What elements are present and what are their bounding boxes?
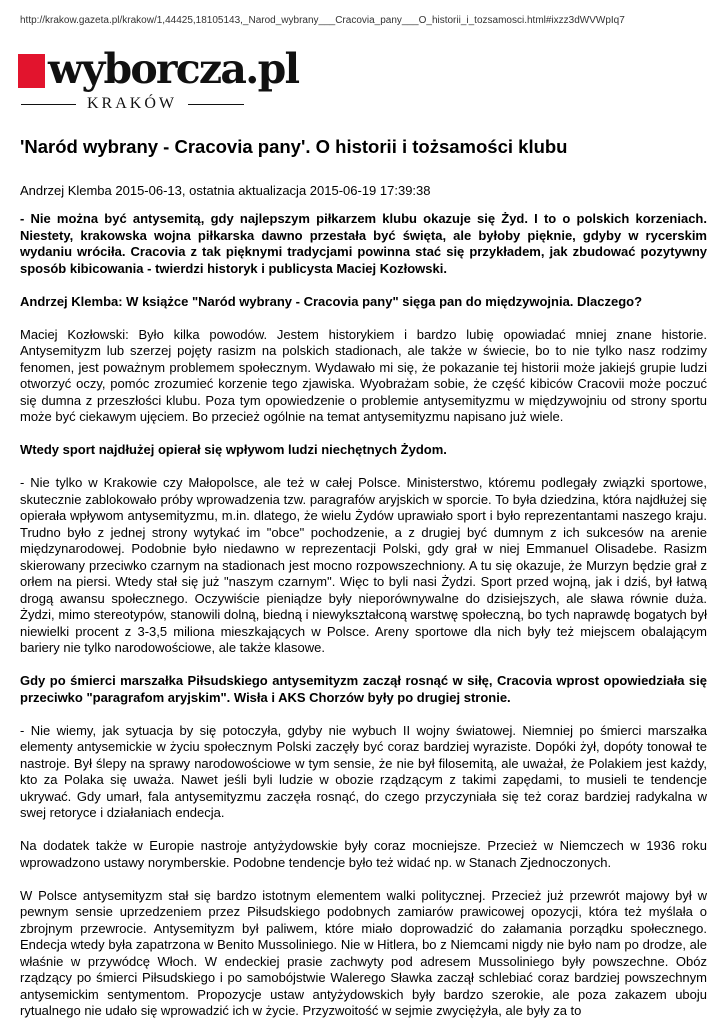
wyborcza-logo[interactable] — [18, 45, 299, 114]
logo-wordmark: wyborcza.pl — [48, 45, 299, 93]
article-body — [20, 211, 707, 1036]
logo-rule-left — [21, 104, 76, 105]
interview-answer: Maciej Kozłowski: Było kilka powodów. Jestem historykiem i bardzo lubię opowiadać mniej znane historie. Antysemityzm lub szerzej pojęty rasizm na polskich stadionach, ale także w świecie, bo to nie tylko nasz rodzimy fenomen, jest poważnym problemem społecznym. Wydawało mi się, że pokazanie tej historii może jakiejś grupie ludzi otworzyć oczy, pomóc zrozumieć korzenie tego zjawiska. Wyobrażam sobie, że część kibiców Cracovii może poczuć się dumna z przeszłości klubu. Poza tym opowiedzenie o problemie antysemityzmu w międzywojniu od strony sportu może być ciekawym ujęciem. Bo przecież ogólnie na temat antysemityzmu napisano już wiele. — [20, 326, 707, 424]
interview-answer: - Nie tylko w Krakowie czy Małopolsce, ale też w całej Polsce. Ministerstwo, któremu podlegały związki sportowe, skutecznie zablokowało próby wprowadzenia tzw. paragrafów aryjskich w sporcie. To była dziedzina, która najdłużej się opierała wpływom antysemityzmu, m.in. dlatego, że wielu Żydów uprawiało sport i było reprezentantami naszego kraju. Trudno było z jednej strony wytykać im "obce" pochodzenie, a z drugiej być dumnym z ich sukcesów na arenie międzynarodowej. Podobnie było niedawno w reprezentacji Polski, gdy grał w niej Emmanuel Olisadebe. Rasizm skierowany przeciwko czarnym na stadionach jest mocno rozpowszechniony. A tu się okazuje, że Murzyn będzie grał z orłem na piersi. Wtedy stał się już "naszym czarnym". Więc to byli nasi Żydzi. Sport przed wojną, jak i dziś, był łatwą drogą awansu społecznego. Oczywiście pieniądze były nieporównywalne do dzisiejszych, ale sława równie duża. Żydzi, mimo stereotypów, stanowili dolną, biedną i niewykształconą warstwę społeczną, bo tych naprawdę bogatych był niewielki procent z 3-3,5 miliona mieszkających w Polsce. Areny sportowe dla nich były też miejscem obalającym bariery nie tylko narodowościowe, ale także klasowe. — [20, 475, 707, 655]
interview-question: Gdy po śmierci marszałka Piłsudskiego antysemityzm zaczął rosnąć w siłę, Cracovia wprost opowiedziała się przeciwko "paragrafom aryjskim". Wisła i AKS Chorzów były po drugiej stronie. — [20, 673, 707, 705]
interview-answer: - Nie wiemy, jak sytuacja by się potoczyła, gdyby nie wybuch II wojny światowej. Niemniej po śmierci marszałka elementy antysemickie w życiu społecznym Polski zaczęły być coraz bardziej wyraziste. Dopóki żył, dopóty tonował te nastroje. Był ślepy na sprawy narodowościowe w tym sensie, że nie był filosemitą, ale uważał, że Polakiem jest każdy, kto za Polaka się uważa. Nawet jeśli byli ludzie w obozie rządzącym z takimi zapędami, to musieli te tendencje ukrywać. Gdy umarł, fala antysemityzmu zaczęła rosnąć, do czego przyczyniała się też coraz bardziej radykalna w swej retoryce i działaniach endecja. — [20, 722, 707, 820]
interview-question: Andrzej Klemba: W książce "Naród wybrany - Cracovia pany" sięga pan do międzywojnia. Dlaczego? — [20, 293, 643, 309]
article-byline: Andrzej Klemba 2015-06-13, ostatnia aktualizacja 2015-06-19 17:39:38 — [20, 183, 431, 198]
interview-answer: Na dodatek także w Europie nastroje antyżydowskie były coraz mocniejsze. Przecież w Niemczech w 1936 roku wprowadzono ustawy norymberskie. Podobne tendencje było też widać np. w Stanach Zjednoczonych. — [20, 838, 707, 870]
interview-question: Wtedy sport najdłużej opierał się wpływom ludzi niechętnych Żydom. — [20, 442, 447, 457]
logo-city: KRAKÓW — [87, 95, 177, 112]
source-url: http://krakow.gazeta.pl/krakow/1,44425,18105143,_Narod_wybrany___Cracovia_pany___O_historii_i_tozsamosci.html#ixzz3dWVWpIq7 — [20, 15, 625, 26]
logo-rule-right — [188, 104, 244, 105]
interview-answer: W Polsce antysemityzm stał się bardzo istotnym elementem walki politycznej. Przecież już przewrót majowy był w pewnym sensie uprzedzeniem przez Piłsudskiego podobnych zamiarów prawicowej opozycji, która też myślała o zbrojnym przewrocie. Antysemityzm był paliwem, które miało doprowadzić do załamania porządku społecznego. Endecja wtedy była zapatrzona w Benito Mussoliniego. Nie w Hitlera, bo z Niemcami nigdy nie było nam po drodze, ale właśnie w przywódcę Włoch. W endeckiej prasie zachwyty pod adresem Mussoliniego były powszechne. Obóz rządzący po śmierci Piłsudskiego i po samobójstwie Walerego Sławka zaczął schlebiać coraz bardziej powszechnym antysemickim sentymentom. Propozycje ustaw antyżydowskich były bardzo szerokie, ale poza zakazem uboju rytualnego nie udało się wprowadzić ich w życie. Przyzwoitość w sejmie zwyciężyła, ale były za to — [20, 887, 707, 1018]
article-lead: - Nie można być antysemitą, gdy najlepszym piłkarzem klubu okazuje się Żyd. I to o polskich korzeniach. Niestety, krakowska wojna piłkarska dawno przestała być święta, ale byłoby pięknie, gdyby w rycerskim wydaniu wróciła. Cracovia z tak pięknymi tradycjami powinna stać się przykładem, jak zbudować pozytywny sposób kibicowania - twierdzi historyk i publicysta Maciej Kozłowski. — [20, 211, 707, 276]
article-title: 'Naród wybrany - Cracovia pany'. O historii i tożsamości klubu — [20, 136, 568, 157]
logo-red-block — [18, 54, 45, 88]
